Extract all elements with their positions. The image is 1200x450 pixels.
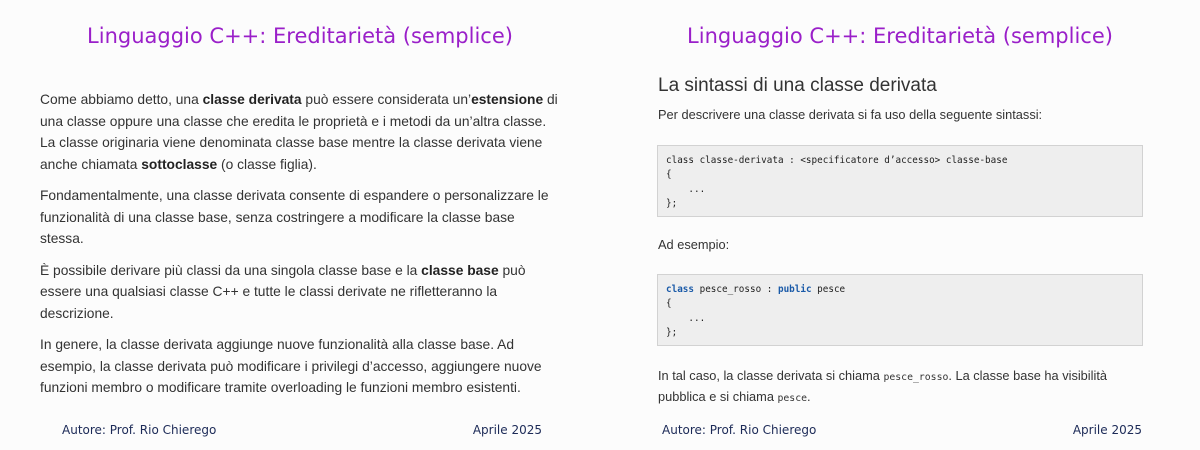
code-line: ... (666, 312, 706, 324)
paragraph-3 (40, 260, 560, 325)
paragraph-1 (40, 89, 560, 175)
text-run: In tal caso, la classe derivata si chiama (658, 368, 884, 383)
code-line: }; (666, 197, 678, 209)
example-label: Ad esempio: (658, 237, 730, 252)
footer-date: Aprile 2025 (1072, 423, 1142, 437)
text-run: di una classe oppure una classe che eredita le proprietà e i metodi da un’altra classe. La classe originaria viene denominata classe base mentre la classe derivata viene anche chiamata (40, 92, 558, 172)
bold-term-classe-derivata: classe derivata (202, 92, 302, 107)
paragraph-2: Fondamentalmente, una classe derivata consente di espandere o personalizzare le funzionalità di una classe base, senza costringere a modificare la classe base stessa. (40, 188, 549, 246)
syntax-code-block (657, 145, 1143, 217)
paragraph-4: In genere, la classe derivata aggiunge nuove funzionalità alla classe base. Ad esempio, la classe derivata può modificare i privilegi d’accesso, aggiungere nuove funzioni membro o modificare tramite overloading le funzioni membro esistenti. (40, 337, 542, 395)
conclusion-text (658, 366, 1148, 408)
section-heading: La sintassi di una classe derivata (658, 75, 937, 96)
code-line: class classe-derivata : <specificatore d’accesso> classe-base (666, 155, 1008, 166)
inline-code-derived: pesce_rosso (883, 372, 949, 383)
text-run: È possibile derivare più classi da una singola classe base e la (40, 262, 422, 278)
code-text: pesce (811, 284, 846, 295)
text-run: può essere una qualsiasi classe C++ e tutte le classi derivate ne rifletteranno la descrizione. (40, 262, 526, 321)
example-code-block (657, 274, 1143, 346)
text-run: Come abbiamo detto, una (40, 92, 203, 107)
slide-title: Linguaggio C++: Ereditarietà (semplice) (87, 24, 513, 48)
text-run: (o classe figlia). (217, 156, 317, 172)
intro-text: Per descrivere una classe derivata si fa uso della seguente sintassi: (658, 107, 1043, 122)
keyword-public: public (777, 284, 812, 295)
code-line (666, 283, 1134, 297)
code-line: { (666, 298, 672, 310)
keyword-class: class (666, 284, 694, 295)
code-text: pesce_rosso : (694, 284, 778, 295)
text-run: può essere considerata un’ (301, 92, 472, 107)
bold-term-classe-base: classe base (421, 262, 499, 278)
bold-term-sottoclasse: sottoclasse (141, 156, 218, 172)
code-line: }; (666, 326, 678, 338)
text-run: . La classe base ha visibilità pubblica e si chiama (658, 368, 1107, 404)
code-line: ... (666, 183, 706, 195)
slide-right (600, 0, 1200, 450)
text-run: . (807, 389, 811, 404)
inline-code-base: pesce (777, 393, 808, 404)
code-line: { (666, 169, 672, 181)
slide-body (40, 89, 560, 409)
footer-date: Aprile 2025 (472, 423, 542, 437)
footer-author: Autore: Prof. Rio Chierego (662, 423, 817, 437)
footer-author: Autore: Prof. Rio Chierego (62, 423, 217, 437)
slide-title: Linguaggio C++: Ereditarietà (semplice) (687, 24, 1113, 48)
bold-term-estensione: estensione (471, 92, 544, 107)
